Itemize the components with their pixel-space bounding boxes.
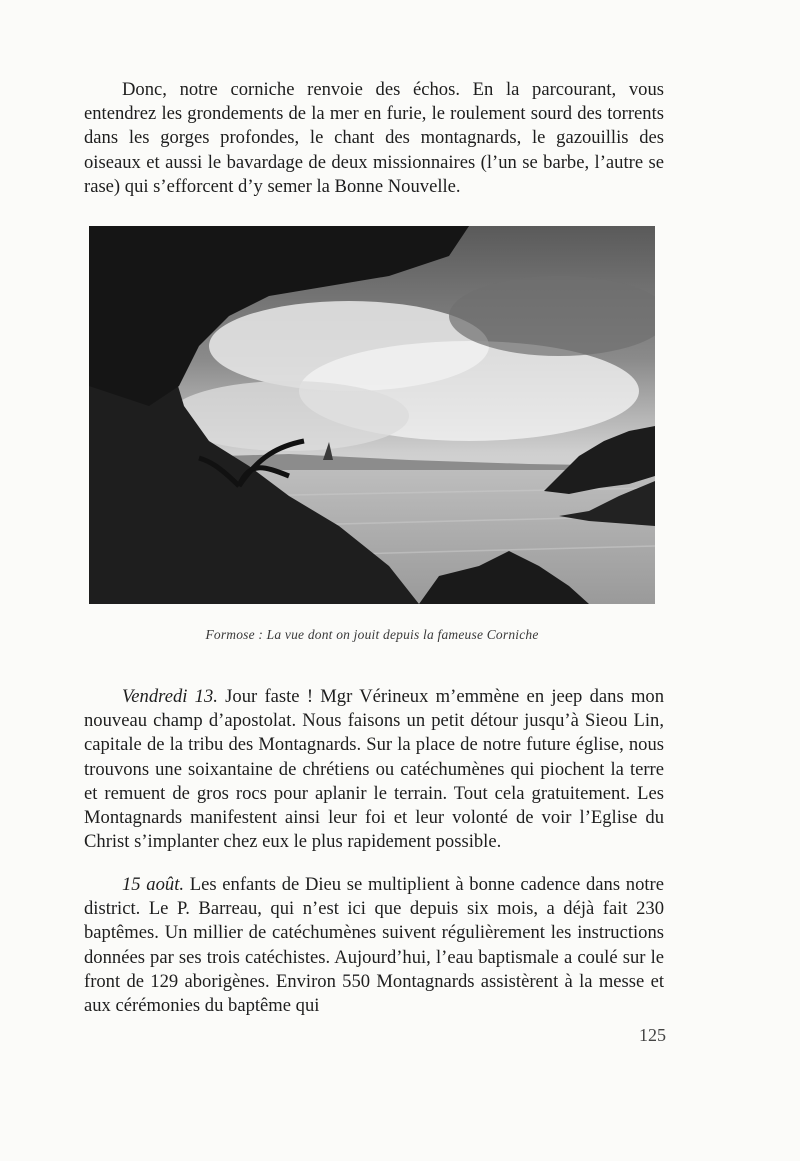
paragraph-intro [84, 78, 664, 199]
entry-text: Les enfants de Dieu se multiplient à bonne cadence dans notre district. Le P. Barreau, qui n’est ici que depuis six mois, a déjà fait 230 baptêmes. Un millier de catéchumènes suivent régulièrement les instructions données par ses trois catéchistes. Aujourd’hui, l’eau baptismale a coulé sur le front de 129 aborigènes. Environ 550 Montagnards assistèrent à la messe et aux cérémonies du baptême qui [84, 874, 664, 1017]
photo-illustration [89, 226, 655, 604]
paragraph-entry-friday [84, 685, 664, 854]
entry-text: Jour faste ! Mgr Vérineux m’emmène en jeep dans mon nouveau champ d’apostolat. Nous faisons un petit détour jusqu’à Sieou Lin, capitale de la tribu des Montagnards. Sur la place de notre future église, nous trouvons une soixantaine de chrétiens ou catéchumènes qui piochent la terre et remuent de gros rocs pour aplanir le terrain. Tout cela gratuitement. Les Montagnards manifestent ainsi leur foi et leur volonté de voir l’Eglise du Christ s’implanter chez eux le plus rapidement possible. [84, 686, 665, 853]
entry-date: 15 août. [122, 874, 185, 895]
paragraph-intro-text: Donc, notre corniche renvoie des échos. En la parcourant, vous entendrez les grondements de la mer en furie, le roulement sourd des torrents dans les gorges profondes, le chant des montagnards, le gazouillis des oiseaux et aussi le bavardage de deux missionnaires (l’un se barbe, l’autre se rase) qui s’efforcent d’y semer la Bonne Nouvelle. [84, 79, 664, 197]
paragraph-entry-august [84, 873, 664, 1018]
landscape-photo [89, 226, 655, 604]
photo-caption: Formose : La vue dont on jouit depuis la fameuse Corniche [205, 627, 539, 642]
page-number: 125 [639, 1025, 666, 1045]
entry-date: Vendredi 13. [122, 686, 218, 707]
